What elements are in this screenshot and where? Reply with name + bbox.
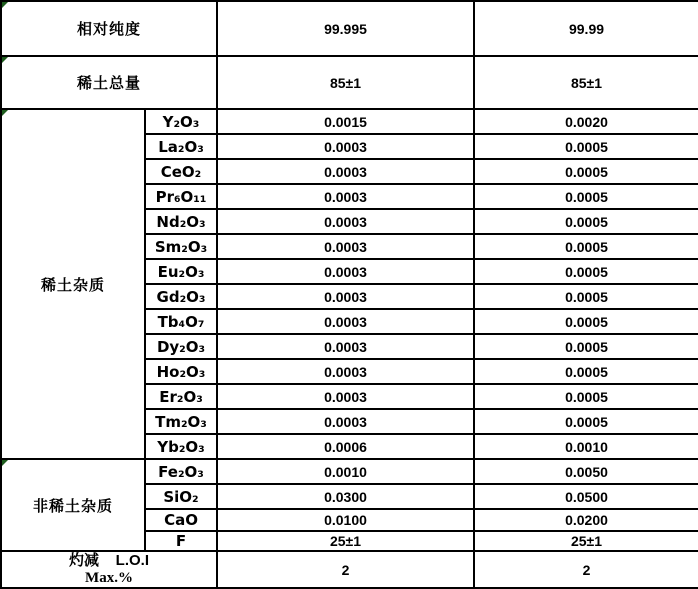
relative-purity-value-a: 99.995	[217, 1, 474, 56]
loi-label-line2: Max.%	[85, 570, 133, 586]
value-cell-b: 0.0200	[474, 509, 698, 531]
re-impurities-text: 稀土杂质	[40, 276, 105, 294]
value-cell-b: 0.0005	[474, 159, 698, 184]
formula-cell: Ho₂O₃	[145, 359, 217, 384]
value-cell-b: 25±1	[474, 531, 698, 551]
value-cell-a: 0.0100	[217, 509, 474, 531]
formula-cell: Sm₂O₃	[145, 234, 217, 259]
value-cell-a: 0.0003	[217, 259, 474, 284]
formula-cell: SiO₂	[145, 484, 217, 509]
formula-cell: Fe₂O₃	[145, 459, 217, 484]
value-cell-a: 0.0003	[217, 334, 474, 359]
row-total-rare-earth	[1, 56, 698, 109]
loi-label	[1, 551, 217, 588]
loi-value-b: 2	[474, 551, 698, 588]
value-cell-b: 0.0005	[474, 184, 698, 209]
value-cell-b: 0.0050	[474, 459, 698, 484]
value-cell-b: 0.0005	[474, 309, 698, 334]
value-cell-a: 0.0003	[217, 359, 474, 384]
formula-cell: Tb₄O₇	[145, 309, 217, 334]
total-rare-earth-value-a: 85±1	[217, 56, 474, 109]
cell-corner-indicator-icon	[2, 57, 8, 63]
value-cell-b: 0.0005	[474, 334, 698, 359]
formula-cell: Yb₂O₃	[145, 434, 217, 459]
row-relative-purity	[1, 1, 698, 56]
total-rare-earth-label	[1, 56, 217, 109]
value-cell-a: 0.0003	[217, 134, 474, 159]
value-cell-b: 0.0500	[474, 484, 698, 509]
non-re-impurities-text: 非稀土杂质	[32, 497, 113, 515]
value-cell-b: 0.0010	[474, 434, 698, 459]
impurity-row	[1, 109, 698, 134]
relative-purity-text: 相对纯度	[77, 21, 142, 38]
value-cell-b: 0.0005	[474, 284, 698, 309]
row-loss-on-ignition	[1, 551, 698, 588]
formula-cell: CaO	[145, 509, 217, 531]
impurity-row	[1, 459, 698, 484]
value-cell-a: 0.0003	[217, 209, 474, 234]
value-cell-b: 0.0005	[474, 384, 698, 409]
formula-cell: F	[145, 531, 217, 551]
value-cell-a: 0.0003	[217, 159, 474, 184]
total-rare-earth-value-b: 85±1	[474, 56, 698, 109]
section-label-non-re-impurities	[1, 459, 145, 551]
value-cell-b: 0.0020	[474, 109, 698, 134]
value-cell-b: 0.0005	[474, 409, 698, 434]
relative-purity-label	[1, 1, 217, 56]
value-cell-b: 0.0005	[474, 259, 698, 284]
value-cell-a: 0.0003	[217, 284, 474, 309]
value-cell-a: 0.0015	[217, 109, 474, 134]
cell-corner-indicator-icon	[2, 460, 8, 466]
section-label-re-impurities	[1, 109, 145, 459]
loi-label-line1: 灼减 L.O.I	[69, 552, 150, 569]
cell-corner-indicator-icon	[2, 2, 8, 8]
formula-cell: Nd₂O₃	[145, 209, 217, 234]
value-cell-a: 0.0010	[217, 459, 474, 484]
formula-cell: Eu₂O₃	[145, 259, 217, 284]
loi-value-a: 2	[217, 551, 474, 588]
value-cell-a: 0.0003	[217, 384, 474, 409]
total-rare-earth-text: 稀土总量	[77, 75, 142, 92]
formula-cell: Tm₂O₃	[145, 409, 217, 434]
formula-cell: Y₂O₃	[145, 109, 217, 134]
formula-cell: Gd₂O₃	[145, 284, 217, 309]
value-cell-b: 0.0005	[474, 209, 698, 234]
formula-cell: Pr₆O₁₁	[145, 184, 217, 209]
value-cell-b: 0.0005	[474, 234, 698, 259]
value-cell-a: 0.0003	[217, 409, 474, 434]
value-cell-a: 0.0003	[217, 184, 474, 209]
value-cell-b: 0.0005	[474, 134, 698, 159]
value-cell-a: 0.0003	[217, 309, 474, 334]
value-cell-b: 0.0005	[474, 359, 698, 384]
value-cell-a: 0.0006	[217, 434, 474, 459]
value-cell-a: 0.0003	[217, 234, 474, 259]
formula-cell: CeO₂	[145, 159, 217, 184]
value-cell-a: 25±1	[217, 531, 474, 551]
relative-purity-value-b: 99.99	[474, 1, 698, 56]
formula-cell: Dy₂O₃	[145, 334, 217, 359]
formula-cell: Er₂O₃	[145, 384, 217, 409]
cell-corner-indicator-icon	[2, 110, 8, 116]
formula-cell: La₂O₃	[145, 134, 217, 159]
value-cell-a: 0.0300	[217, 484, 474, 509]
